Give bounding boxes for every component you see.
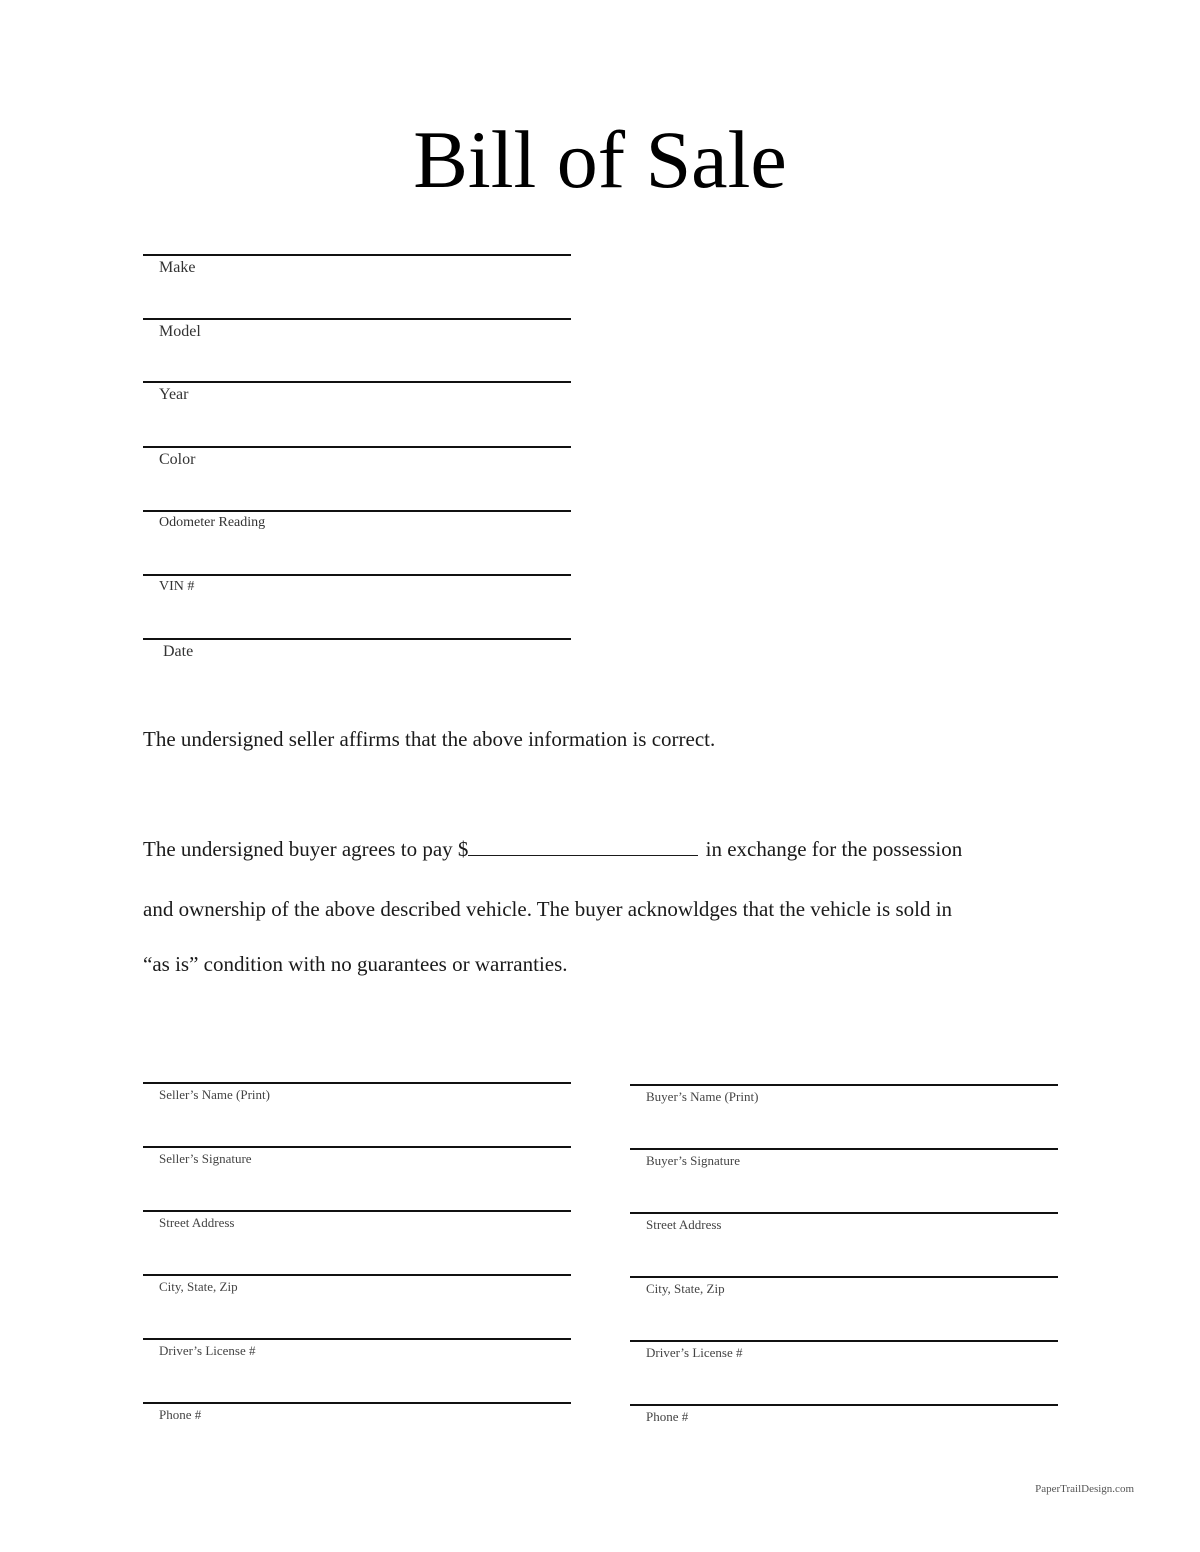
buyer-city-line <box>630 1276 1058 1278</box>
seller-phone-line <box>143 1402 571 1404</box>
odometer-line <box>143 510 571 512</box>
buyer-city-label: City, State, Zip <box>646 1281 725 1296</box>
seller-phone-label: Phone # <box>159 1407 202 1422</box>
date-field[interactable] <box>143 638 571 698</box>
seller-phone-field[interactable] <box>143 1402 571 1462</box>
seller-license-label: Driver’s License # <box>159 1343 256 1358</box>
make-label: Make <box>159 259 196 276</box>
seller-name-line <box>143 1082 571 1084</box>
buyer-street-label: Street Address <box>646 1217 722 1232</box>
buyer-phone-field[interactable] <box>630 1404 1058 1464</box>
color-field[interactable] <box>143 446 571 506</box>
vin-line <box>143 574 571 576</box>
buyer-license-line <box>630 1340 1058 1342</box>
buyer-agreement-text-before: The undersigned buyer agrees to pay $ <box>143 837 469 861</box>
seller-name-label: Seller’s Name (Print) <box>159 1087 270 1102</box>
make-line <box>143 254 571 256</box>
odometer-label: Odometer Reading <box>159 515 266 530</box>
price-blank[interactable] <box>468 837 698 856</box>
date-label: Date <box>163 643 194 660</box>
odometer-field[interactable] <box>143 510 571 570</box>
buyer-signature-field[interactable] <box>630 1148 1058 1208</box>
vin-field[interactable] <box>143 574 571 634</box>
buyer-agreement-text-after: in exchange for the possession <box>700 837 963 861</box>
buyer-signature-line <box>630 1148 1058 1150</box>
year-field[interactable] <box>143 381 571 441</box>
seller-license-field[interactable] <box>143 1338 571 1398</box>
buyer-street-line <box>630 1212 1058 1214</box>
seller-signature-label: Seller’s Signature <box>159 1151 252 1166</box>
buyer-name-label: Buyer’s Name (Print) <box>646 1089 759 1104</box>
footer-credit: PaperTrailDesign.com <box>1035 1483 1134 1495</box>
buyer-phone-label: Phone # <box>646 1409 689 1424</box>
seller-city-label: City, State, Zip <box>159 1279 238 1294</box>
seller-signature-line <box>143 1146 571 1148</box>
seller-signature-field[interactable] <box>143 1146 571 1206</box>
model-label: Model <box>159 323 201 340</box>
model-field[interactable] <box>143 318 571 378</box>
buyer-agreement-line-3: “as is” condition with no guarantees or warranties. <box>143 952 568 976</box>
seller-street-label: Street Address <box>159 1215 235 1230</box>
color-label: Color <box>159 451 196 468</box>
color-line <box>143 446 571 448</box>
seller-city-field[interactable] <box>143 1274 571 1334</box>
vin-label: VIN # <box>159 579 195 594</box>
buyer-license-label: Driver’s License # <box>646 1345 743 1360</box>
model-line <box>143 318 571 320</box>
buyer-street-field[interactable] <box>630 1212 1058 1272</box>
buyer-city-field[interactable] <box>630 1276 1058 1336</box>
buyer-name-field[interactable] <box>630 1084 1058 1144</box>
seller-street-line <box>143 1210 571 1212</box>
date-line <box>143 638 571 640</box>
document-title: Bill of Sale <box>413 114 787 205</box>
buyer-agreement-line-1 <box>143 837 962 862</box>
make-field[interactable] <box>143 254 571 314</box>
buyer-agreement-line-2: and ownership of the above described vehicle. The buyer acknowldges that the vehicle is sold in <box>143 897 953 921</box>
seller-city-line <box>143 1274 571 1276</box>
buyer-license-field[interactable] <box>630 1340 1058 1400</box>
seller-name-field[interactable] <box>143 1082 571 1142</box>
year-line <box>143 381 571 383</box>
seller-affirmation: The undersigned seller affirms that the above information is correct. <box>143 727 716 751</box>
seller-street-field[interactable] <box>143 1210 571 1270</box>
seller-license-line <box>143 1338 571 1340</box>
year-label: Year <box>159 386 189 403</box>
buyer-signature-label: Buyer’s Signature <box>646 1153 740 1168</box>
buyer-name-line <box>630 1084 1058 1086</box>
buyer-phone-line <box>630 1404 1058 1406</box>
